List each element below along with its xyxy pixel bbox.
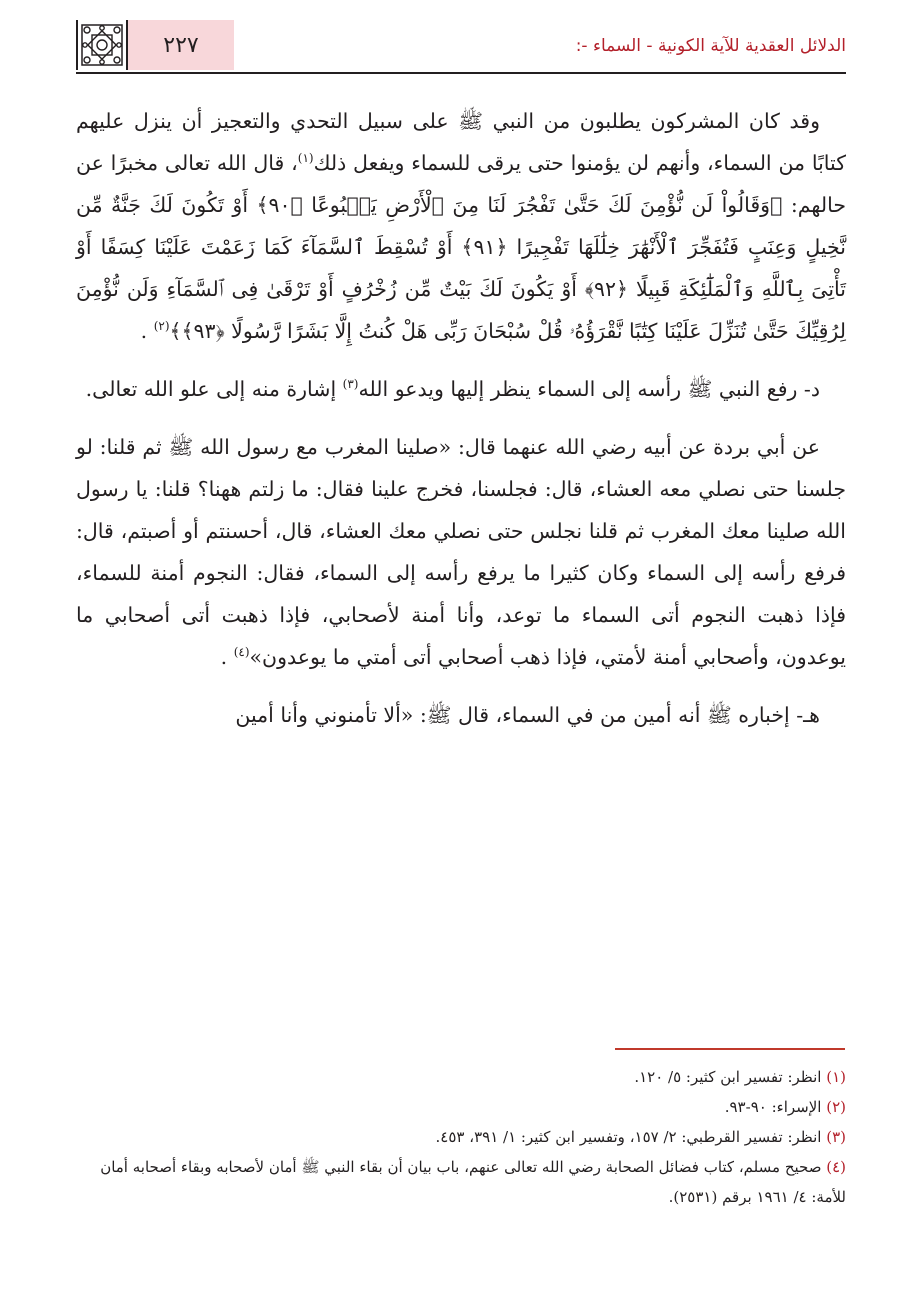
paragraph-text: د- رفع النبي ﷺ رأسه إلى السماء ينظر إليها ويدعو الله <box>358 377 820 401</box>
footnote-number: (٤) <box>826 1158 846 1176</box>
footnote-4 <box>76 1152 846 1212</box>
main-text <box>76 100 846 736</box>
geometric-rosette-icon <box>76 20 128 70</box>
paragraph-text: . <box>140 319 154 343</box>
paragraph-text: هـ- إخباره ﷺ أنه أمين من في السماء، قال ﷺ: «ألا تأمنوني وأنا أمين <box>235 703 820 727</box>
paragraph-3 <box>76 426 846 678</box>
page-number: ٢٢٧ <box>163 32 199 58</box>
footnote-text: انظر: تفسير ابن كثير: ٥/ ١٢٠. <box>634 1068 827 1086</box>
quran-verse: ﴿وَقَالُواْ لَن نُّؤْمِنَ لَكَ حَتَّىٰ تَفْجُرَ لَنَا مِنَ ٱلْأَرْضِ يَنۢبُوعًا ﴿٩٠﴾ أَوْ تَكُونَ لَكَ جَنَّةٌ مِّن نَّخِيلٍ وَعِنَبٍ فَتُفَجِّرَ ٱلْأَنْهَٰرَ خِلَٰلَهَا تَفْجِيرًا ﴿٩١﴾ أَوْ تُسْقِطَ ٱلسَّمَآءَ كَمَا زَعَمْتَ عَلَيْنَا كِسَفًا أَوْ تَأْتِىَ بِٱللَّهِ وَٱلْمَلَٰٓئِكَةِ قَبِيلًا ﴿٩٢﴾ أَوْ يَكُونَ لَكَ بَيْتٌ مِّن زُخْرُفٍ أَوْ تَرْقَىٰ فِى ٱلسَّمَآءِ وَلَن نُّؤْمِنَ لِرُقِيِّكَ حَتَّىٰ تُنَزِّلَ عَلَيْنَا كِتَٰبًا نَّقْرَؤُهُۥ قُلْ سُبْحَانَ رَبِّى هَلْ كُنتُ إِلَّا بَشَرًا رَّسُولًا ﴿٩٣﴾﴾ <box>76 193 847 343</box>
paragraph-text: عن أبي بردة عن أبيه رضي الله عنهما قال: «صلينا المغرب مع رسول الله ﷺ ثم قلنا: لو جلسنا حتى نصلي معه العشاء، قال: فجلسنا، فخرج علينا فقال: ما زلتم ههنا؟ قلنا: يا رسول الله صلينا معك المغرب ثم قلنا نجلس حتى نصلي معك العشاء، قال، أحسنتم أو أصبتم، قال: فرفع رأسه إلى السماء وكان كثيرا ما يرفع رأسه إلى السماء، فقال: النجوم أمنة للسماء، فإذا ذهبت النجوم أتى السماء ما توعد، وأنا أمنة لأصحابي، فإذا ذهبت أتى أصحابي ما يوعدون، وأصحابي أمنة لأمتي، فإذا ذهب أصحابي أتى أمتي ما يوعدون» <box>76 435 846 669</box>
footnote-text: صحيح مسلم، كتاب فضائل الصحابة رضي الله تعالى عنهم، باب بيان أن بقاء النبي ﷺ أمان لأصحابه وبقاء أصحابه أمان للأمة: ٤/ ١٩٦١ برقم (٢٥٣١). <box>100 1158 846 1206</box>
footnote-1 <box>76 1062 846 1092</box>
footnote-number: (٢) <box>826 1098 846 1116</box>
paragraph-text: وقد كان المشركون يطلبون من النبي ﷺ على سبيل التحدي والتعجيز أن ينزل عليهم كتابًا من السماء، وأنهم لن يؤمنوا حتى يرقى للسماء ويفعل ذلك <box>76 109 846 175</box>
footnote-ref-4[interactable]: (٤) <box>233 645 250 660</box>
paragraph-2 <box>76 368 846 410</box>
footnote-ref-2[interactable]: (٢) <box>153 319 170 334</box>
footnote-ref-1[interactable]: (١) <box>297 151 314 166</box>
footnote-3 <box>76 1122 846 1152</box>
footnote-ref-3[interactable]: (٣) <box>342 377 359 392</box>
paragraph-4 <box>76 694 846 736</box>
page-number-box <box>76 20 234 70</box>
footnote-number: (١) <box>826 1068 846 1086</box>
paragraph-text: ، قال الله تعالى مخبرًا عن حالهم: <box>76 151 846 217</box>
paragraph-text: إشارة منه إلى علو الله تعالى. <box>85 377 343 401</box>
page-header <box>76 14 846 74</box>
footnote-text: الإسراء: ٩٠-٩٣. <box>724 1098 827 1116</box>
paragraph-text: . <box>220 645 234 669</box>
running-title: الدلائل العقدية للآية الكونية - السماء -: <box>575 36 846 56</box>
footnote-divider <box>615 1048 845 1050</box>
footnote-text: انظر: تفسير القرطبي: ٢/ ١٥٧، وتفسير ابن كثير: ١/ ٣٩١، ٤٥٣. <box>435 1128 827 1146</box>
footnotes <box>76 1062 846 1212</box>
footnote-2 <box>76 1092 846 1122</box>
footnote-number: (٣) <box>826 1128 846 1146</box>
paragraph-1 <box>76 100 846 352</box>
